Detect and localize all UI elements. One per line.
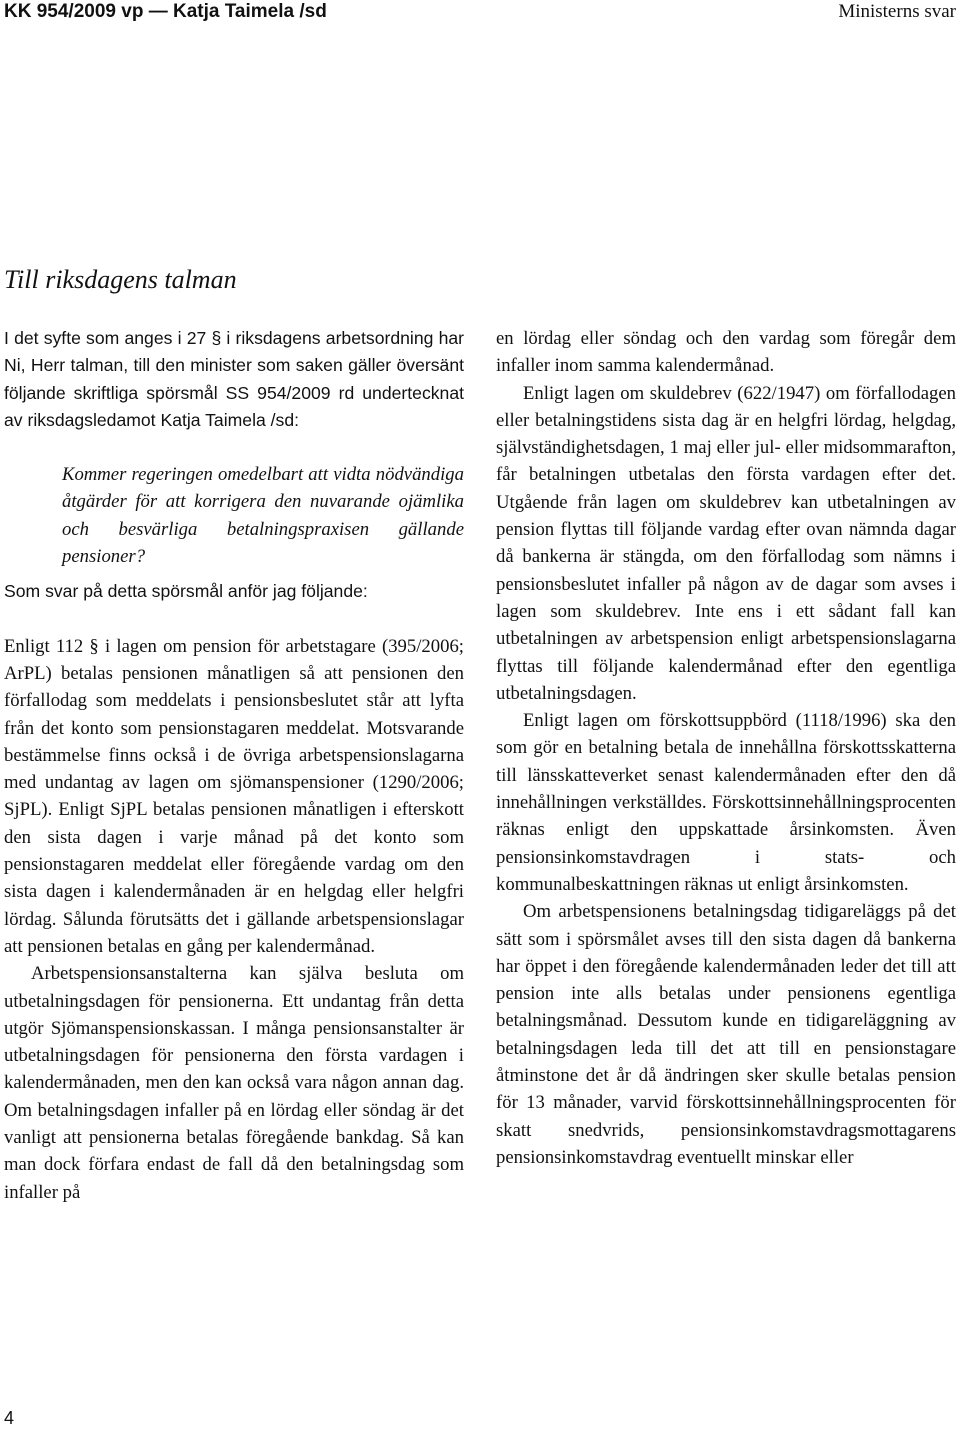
- body-paragraph: Enligt lagen om skuldebrev (622/1947) om förfallodagen eller betalningstidens sista dag är en helgfri lördag, helgdag, självständighetsdagen, 1 maj eller jul- eller midsommarafton, får betalningen utbetalas den första vardagen efter det. Utgående från lagen om skuldebrev kan utbetalningen av pension flyttas till följande vardag efter ovan nämnda dagar då bankerna är stängda, om den förfallodag som nämns i pensionsbeslutet infaller på någon av de dagar som avses i lagen som skuldebrev. Inte ens i ett sådant fall kan utbetalningen av arbetspension enligt arbetspensionslagarna flyttas till följande kalendermånad efter den egentliga utbetalningsdagen.: [496, 382, 956, 704]
- page-number: 4: [4, 1408, 15, 1428]
- question-quote: Kommer regeringen omedelbart att vidta nödvändiga åtgärder för att korrigera den nuvarande ojämlika och besvärliga betalningspraxisen gällande pensioner?: [62, 464, 464, 568]
- body-paragraph: en lördag eller söndag och den vardag som föregår dem infaller inom samma kalendermånad.: [496, 328, 956, 377]
- page-header: [0, 0, 960, 30]
- document-reference: KK 954/2009 vp — Katja Taimela /sd: [4, 1, 327, 22]
- body-paragraph: Om arbetspensionens betalningsdag tidigareläggs på det sätt som i spörsmålet avses till den sista dagen då bankerna har öppet i den föregående kalendermånaden leder det till att pension inte alls betalas under pensionens egentliga betalningsmånad. Dessutom kunde en tidigareläggning av betalningsdagen leda till det att till en pensionstagare åtminstone det år då ändringen sker skulle betalas pension för 13 månader, varvid förskottsinnehållningsprocenten för skatt snedvrids, pensionsinkomstavdragsmottagarens pensionsinkomstavdrag eventuellt minskar eller: [496, 901, 956, 1168]
- answer-lead: Som svar på detta spörsmål anför jag följande:: [4, 581, 368, 602]
- body-paragraph: Arbetspensionsanstalterna kan själva besluta om utbetalningsdagen för pensionerna. Ett undantag från detta utgör Sjömanspensionskassan. I många pensionsanstalter är utbetalningsdagen för pensionerna den första vardagen i kalendermånaden, men den kan också vara någon annan dag. Om betalningsdagen infaller på en lördag eller söndag är det vanligt att pensionerna betalas föregående bankdag. Så kan man dock förfara endast de fall då den betalningsdag som infaller på: [4, 963, 464, 1203]
- body-paragraph: Enligt 112 § i lagen om pension för arbetstagare (395/2006; ArPL) betalas pensionen månatligen så att pensionen den förfallodag som meddelats i pensionsbeslutet står att lyfta från det konto som pensionstagaren meddelat. Motsvarande bestämmelse finns också i de övriga arbetspensionslagarna med undantag av lagen om sjömanspensioner (1290/2006; SjPL). Enligt SjPL betalas pensionen månatligen i efterskott den sista dagen i varje månad på det konto som pensionstagaren meddelat eller föregående vardag om den sista dagen i kalendermånaden är en helgdag eller helgfri lördag. Sålunda förutsätts det i gällande arbetspensionslagar att pensionen betalas en gång per kalendermånad.: [4, 635, 464, 957]
- section-label: Ministerns svar: [838, 1, 956, 22]
- left-column: [4, 325, 464, 1206]
- body-paragraph: Enligt lagen om förskottsuppbörd (1118/1996) ska den som gör en betalning betala de innehållna förskottsskatterna till länsskatteverket senast kalendermånaden efter den då innehållningen verkställdes. Förskottsinnehållningsprocenten räknas enligt den uppskattade årsinkomsten. Även pensionsinkomstavdragen i stats- och kommunalbeskattningen räknas ut enligt årsinkomsten.: [496, 710, 956, 895]
- page-title: Till riksdagens talman: [4, 265, 237, 294]
- intro-paragraph: I det syfte som anges i 27 § i riksdagens arbetsordning har Ni, Herr talman, till den minister som saken gäller översänt följande skriftliga spörsmål SS 954/2009 rd undertecknat av riksdagsledamot Katja Taimela /sd:: [4, 328, 464, 430]
- right-column: [496, 325, 956, 1171]
